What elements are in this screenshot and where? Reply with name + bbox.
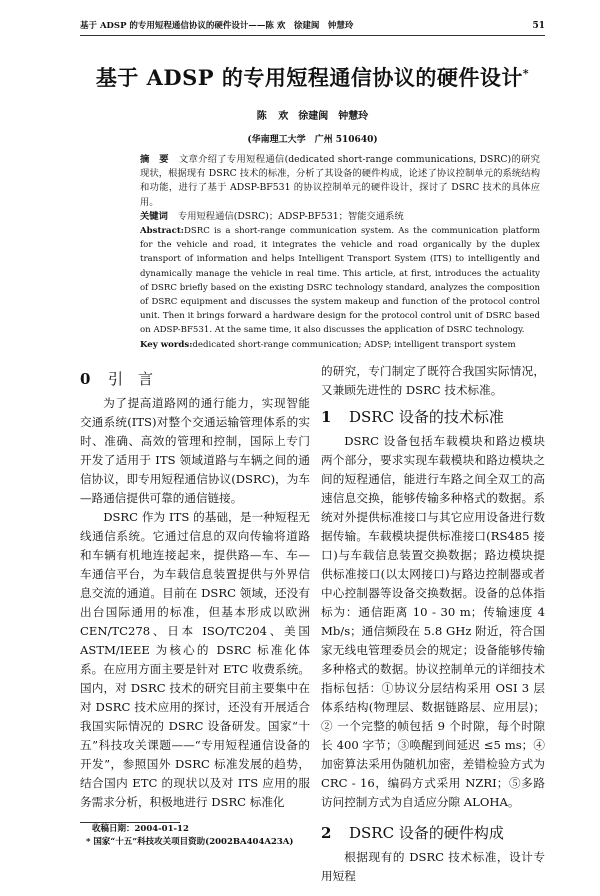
section-heading-2 xyxy=(321,822,545,844)
paragraph: DSRC 作为 ITS 的基础，是一种短程无线通信系统。它通过信息的双向传输将道路和车辆有机地连接起来，提供路—车、车—车通信平台，为车载信息装置提供与外界信息交流的通道。目前在 DSRC 领域，还没有出台国际通用的标准，但基本形成以欧洲 CEN/TC278、日本 ISO/TC204、美国 ASTM/IEEE 为核心的 DSRC 标准化体系。在应用方面主要是针对 ETC 收费系统。国内，对 DSRC 技术的研究目前主要集中在对 DSRC 技术应用的探讨，还没有开展适合我国实际情况的 DSRC 设备研发。国家“十五”科技攻关课题——“专用短程通信设备的开发”，参照国外 DSRC 标准发展的趋势，结合国内 ETC 的现状以及对 ITS 应用的服务需求分析，积极地进行 DSRC 标准化 xyxy=(80,509,310,809)
title-text: 基于 ADSP 的专用短程通信协议的硬件设计 xyxy=(95,65,523,90)
abstract-block xyxy=(140,153,540,352)
paper-title xyxy=(80,60,545,92)
header-bar xyxy=(80,20,545,36)
abstract-cn xyxy=(140,153,540,210)
authors: 陈 欢 徐建闽 钟慧玲 xyxy=(256,111,369,122)
footnote-funding: * 国家“十五”科技攻关项目资助(2002BA404A23A) xyxy=(86,836,294,847)
section-heading-1 xyxy=(321,406,545,428)
abstract-en xyxy=(140,224,540,338)
abstract-en-label: Abstract: xyxy=(140,226,184,237)
paragraph-continued: 的研究，专门制定了既符合我国实际情况，又兼顾先进性的 DSRC 技术标准。 xyxy=(321,363,545,397)
keywords-en xyxy=(140,338,540,352)
paragraph: 为了提高道路网的通行能力，实现智能交通系统(ITS)对整个交通运输管理体系的实时、准确、高效的管理和控制，国际上专门开发了适用于 ITS 领域道路与车辆之间的通信协议，即专用短程通信协议(DSRC)，为车—路通信提供可靠的通信链接。 xyxy=(80,395,310,505)
section-number: 2 xyxy=(321,823,332,842)
keywords-en-label: Key words: xyxy=(140,339,193,350)
section-number: 1 xyxy=(321,407,332,426)
section-heading-0 xyxy=(80,368,310,390)
body-columns xyxy=(80,362,545,886)
keywords-cn-label: 关键词 xyxy=(140,210,168,222)
abstract-cn-label: 摘 要 xyxy=(140,154,169,165)
left-column xyxy=(80,362,310,849)
title-footnote-mark: * xyxy=(522,67,530,80)
paragraph: DSRC 设备包括车载模块和路边模块两个部分，要求实现车载模块和路边模块之间的短程通信，能进行车路之间全双工的高速信息交换，能够传输多种格式的数据。系统对外提供标准接口与其它应用设备进行数据传输。车载模块提供标准接口(RS485 接口)与车载信息装置交换数据；路边模块提供标准接口(以太网接口)与路边控制器或者中心控制器等设备交换数据。设备的总体指标为：通信距离 10 - 30 m；传输速度 4 Mb/s；通信频段在 5.8 GHz 附近，符合国家无线电管理委员会的规定；设备能够传输多种格式的数据。协议控制单元的详细技术指标包括：①协议分层结构采用 OSI 3 层体系结构(物理层、数据链路层、应用层)；② 一个完整的帧包括 9 个时隙，每个时隙长 400 字节；③唤醒到间延迟 ≤5 ms；④加密算法采用伪随机加密，差错检验方式为 CRC - 16，编码方式采用 NZRI；⑤多路访问控制方式为自适应分隙 ALOHA。 xyxy=(321,433,545,809)
section-title: 引 言 xyxy=(108,369,154,388)
abstract-en-text: DSRC is a short-range communication system. As the communication platform for the vehicle and road, it integrates the vehicle and road organically by the duplex transport of information and helps Intelligent Transport System (ITS) to intelligently and dynamically manage the vehicle in real time. This article, at first, introduces the actuality of DSRC briefly based on the existing DSRC technology standard, analyzes the composition of DSRC equipment and discusses the system makeup and function of the protocol control unit. Then it brings forward a hardware design for the protocol control unit of DSRC based on ADSP-BF531. At the same time, it also discusses the application of DSRC technology. xyxy=(140,226,540,336)
section-number: 0 xyxy=(80,369,91,388)
keywords-cn-text: 专用短程通信(DSRC)；ADSP-BF531；智能交通系统 xyxy=(177,210,404,222)
section-title: DSRC 设备的硬件构成 xyxy=(349,823,504,842)
affiliation: (华南理工大学 广州 510640) xyxy=(247,135,378,145)
keywords-en-text: dedicated short-range communication; ADSP; intelligent transport system xyxy=(192,339,516,350)
keywords-cn xyxy=(140,210,540,224)
abstract-cn-text: 文章介绍了专用短程通信(dedicated short-range communications, DSRC)的研究现状，根据现有 DSRC 技术的标准，分析了其设备的硬件构成，论述了协议控制单元的系统结构和功能，进行了基于 ADSP-BF531 的协议控制单元的硬件设计，探讨了 DSRC 技术的具体应用。 xyxy=(140,154,540,208)
footnote-received-date: 收稿日期：2004-01-12 xyxy=(92,823,189,834)
page-number: 51 xyxy=(532,21,545,31)
running-header: 基于 ADSP 的专用短程通信协议的硬件设计——陈 欢 徐建闽 钟慧玲 xyxy=(80,21,354,31)
right-column xyxy=(321,362,545,886)
paragraph: 根据现有的 DSRC 技术标准，设计专用短程 xyxy=(321,849,545,883)
section-title: DSRC 设备的技术标准 xyxy=(349,407,504,426)
